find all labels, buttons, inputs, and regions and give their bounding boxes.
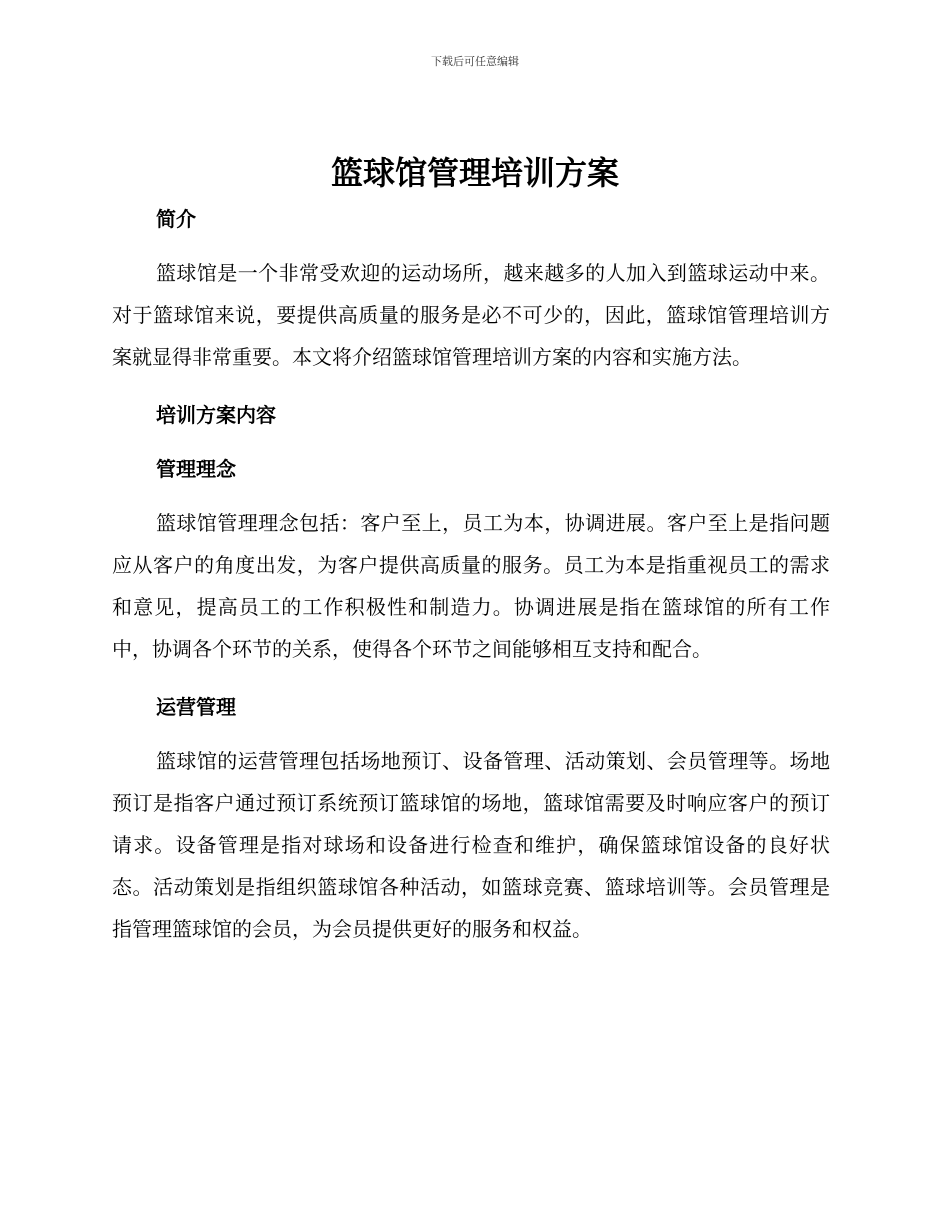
section-heading-content: 培训方案内容 xyxy=(156,403,276,427)
document-title: 篮球馆管理培训方案 xyxy=(330,154,619,192)
document-body xyxy=(112,200,830,950)
section-heading-concept: 管理理念 xyxy=(156,457,236,481)
section-heading-operations: 运营管理 xyxy=(156,695,236,719)
header-note: 下载后可任意编辑 xyxy=(431,55,519,68)
section-paragraph-intro: 篮球馆是一个非常受欢迎的运动场所，越来越多的人加入到篮球运动中来。对于篮球馆来说，要提供高质量的服务是必不可少的，因此，篮球馆管理培训方案就显得非常重要。本文将介绍篮球馆管理培训方案的内容和实施方法。 xyxy=(112,261,830,369)
section-heading-intro: 简介 xyxy=(156,207,196,231)
section-paragraph-operations: 篮球馆的运营管理包括场地预订、设备管理、活动策划、会员管理等。场地预订是指客户通过预订系统预订篮球馆的场地，篮球馆需要及时响应客户的预订请求。设备管理是指对球场和设备进行检查和维护，确保篮球馆设备的良好状态。活动策划是指组织篮球馆各种活动，如篮球竞赛、篮球培训等。会员管理是指管理篮球馆的会员，为会员提供更好的服务和权益。 xyxy=(112,749,830,941)
section-paragraph-concept: 篮球馆管理理念包括：客户至上，员工为本，协调进展。客户至上是指问题应从客户的角度出发，为客户提供高质量的服务。员工为本是指重视员工的需求和意见，提高员工的工作积极性和制造力。协调进展是指在篮球馆的所有工作中，协调各个环节的关系，使得各个环节之间能够相互支持和配合。 xyxy=(112,511,830,661)
